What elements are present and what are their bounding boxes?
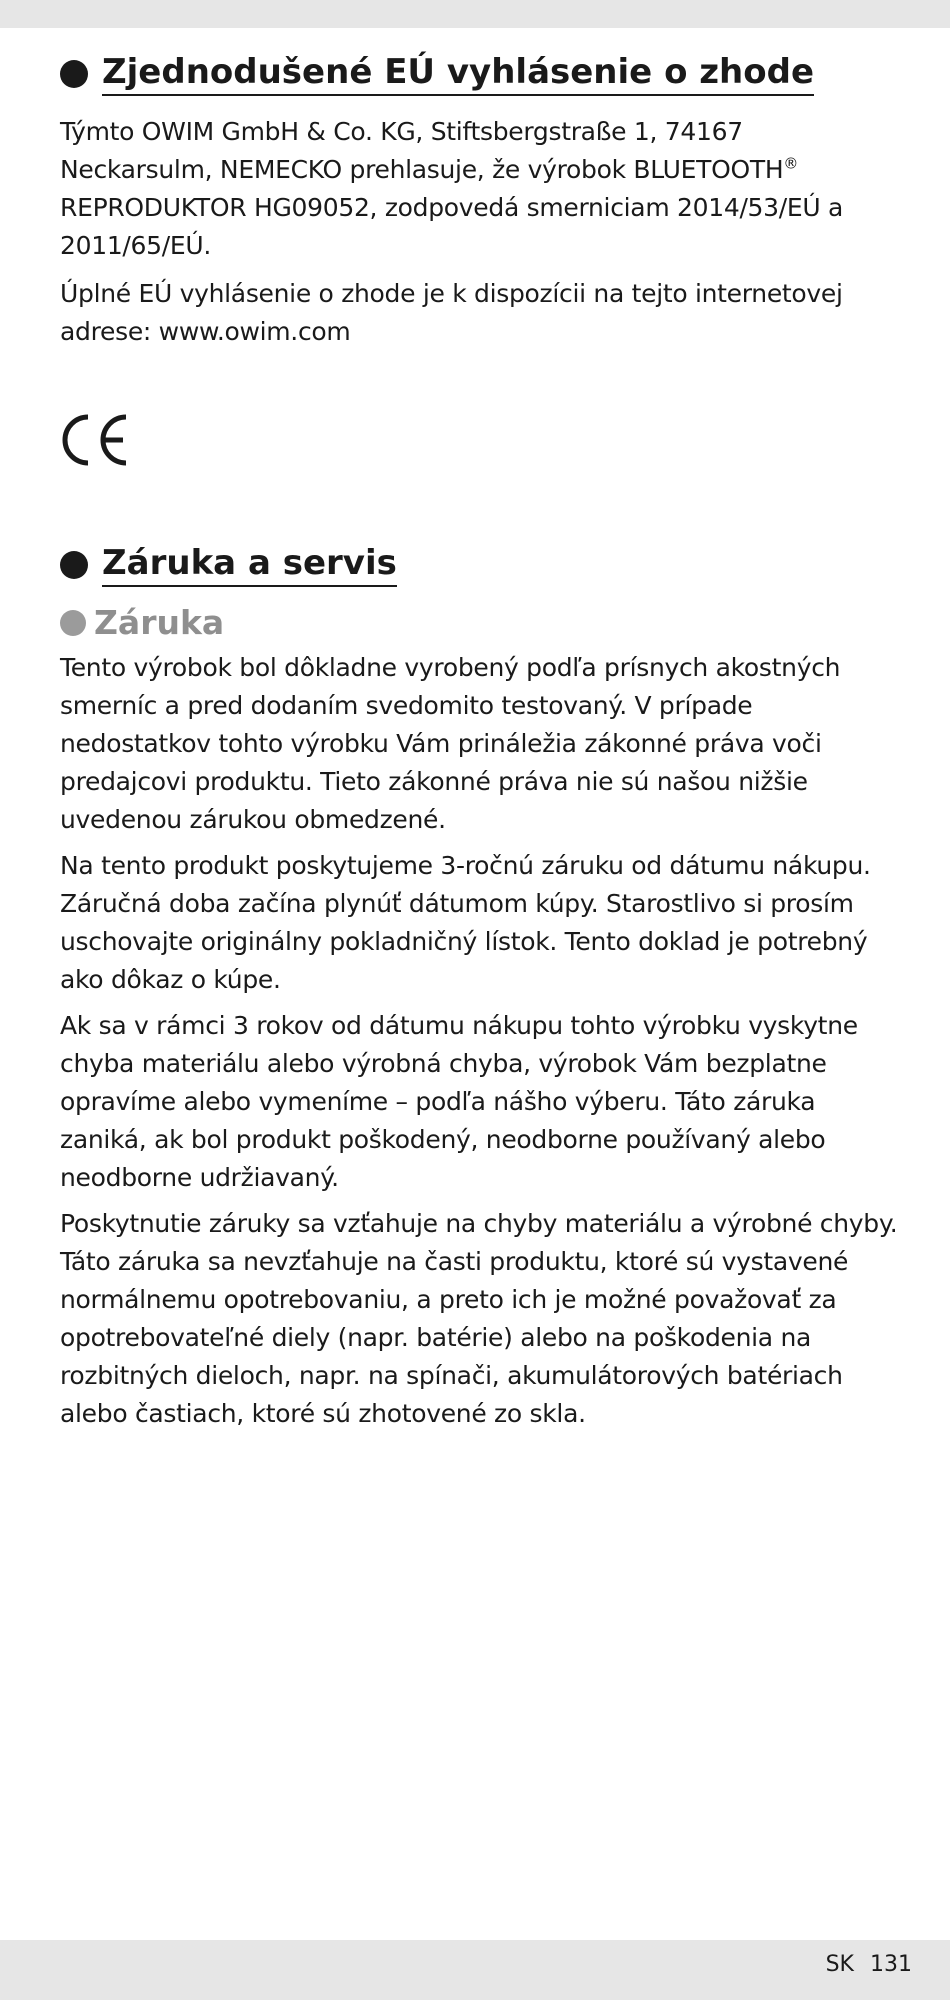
declaration-text-1: Týmto OWIM GmbH & Co. KG, Stiftsbergstraße 1, 74167 Neckarsulm, NEMECKO prehlasuje, že výrobok BLUETOOTH — [60, 117, 784, 184]
warranty-paragraph: Tento výrobok bol dôkladne vyrobený podľa prísnych akostných smerníc a pred dodaním svedomito testovaný. V prípade nedostatkov tohto výrobku Vám prináležia zákonné práva voči predajcovi produktu. Tieto zákonné práva nie sú našou nižšie uvedenou zárukou obmedzené. — [60, 653, 841, 834]
declaration-text-2: REPRODUKTOR HG09052, zodpovedá smerniciam 2014/53/EÚ a 2011/65/EÚ. — [60, 193, 844, 260]
bullet-icon — [60, 551, 88, 579]
page-number — [826, 1952, 912, 1977]
registered-mark: ® — [783, 154, 799, 173]
declaration-url-paragraph: Úplné EÚ vyhlásenie o zhode je k dispozícii na tejto internetovej adrese: www.owim.com — [60, 279, 843, 346]
bullet-icon — [60, 60, 88, 88]
warranty-paragraph: Na tento produkt poskytujeme 3-ročnú záruku od dátumu nákupu. Záručná doba začína plynúť dátumom kúpy. Starostlivo si prosím uschovajte originálny pokladničný lístok. Tento doklad je potrebný ako dôkaz o kúpe. — [60, 851, 871, 994]
page-content — [60, 28, 900, 1433]
section-heading-declaration — [60, 52, 900, 96]
section-heading-warranty-service — [60, 543, 900, 587]
language-code: SK — [825, 1952, 854, 1977]
ce-mark-icon — [60, 414, 130, 466]
page-number-value: 131 — [870, 1952, 912, 1977]
declaration-paragraph — [60, 113, 900, 265]
warranty-paragraph: Ak sa v rámci 3 rokov od dátumu nákupu tohto výrobku vyskytne chyba materiálu alebo výrobná chyba, výrobok Vám bezplatne opravíme alebo vymeníme – podľa nášho výberu. Táto záruka zaniká, ak bol produkt poškodený, neodborne používaný alebo neodborne udržiavaný. — [60, 1011, 858, 1192]
bullet-icon — [60, 610, 86, 636]
bottom-band — [0, 1940, 950, 2000]
top-band — [0, 0, 950, 28]
section-title: Záruka a servis — [102, 543, 397, 587]
warranty-paragraph: Poskytnutie záruky sa vzťahuje na chyby materiálu a výrobné chyby. Táto záruka sa nevzťahuje na časti produktu, ktoré sú vystavené normálnemu opotrebovaniu, a preto ich je možné považovať za opotrebovateľné diely (napr. batérie) alebo na poškodenia na rozbitných dieloch, napr. na spínači, akumulátorových batériach alebo častiach, ktoré sú zhotovené zo skla. — [60, 1209, 898, 1428]
subsection-heading-warranty — [60, 603, 900, 643]
section-title: Zjednodušené EÚ vyhlásenie o zhode — [102, 52, 814, 96]
subsection-title: Záruka — [94, 603, 225, 642]
